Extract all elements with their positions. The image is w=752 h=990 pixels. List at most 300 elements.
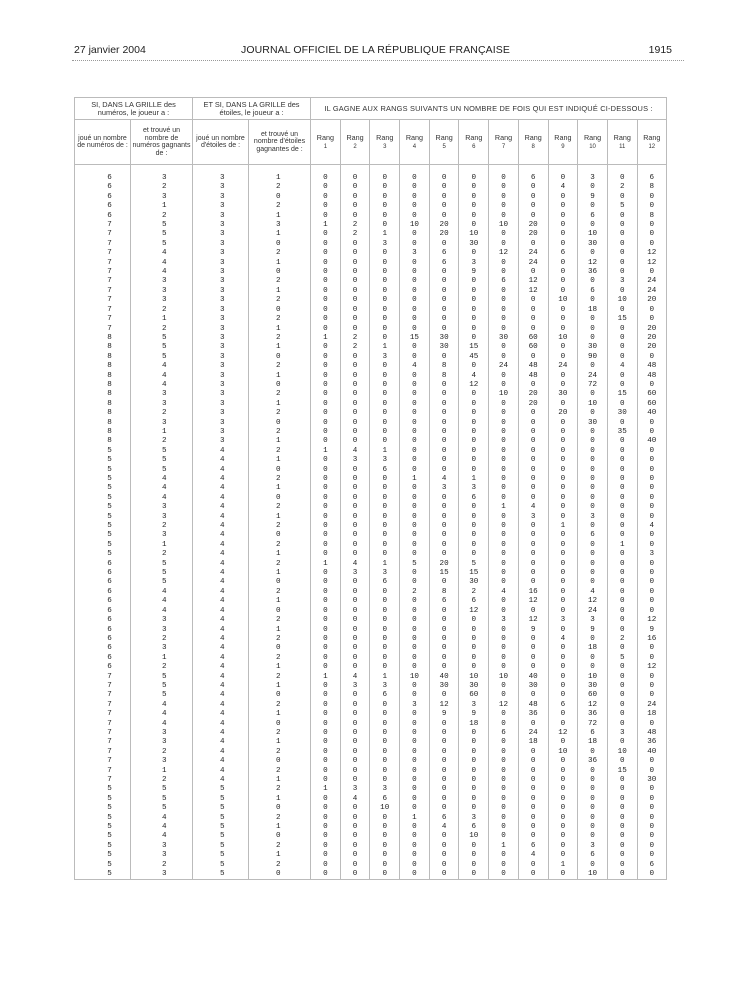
- cell-rang-1: 1: [311, 447, 341, 456]
- cell-rang-8: 0: [518, 381, 548, 390]
- cell-joue-etoiles: 4: [193, 635, 249, 644]
- cell-rang-6: 0: [459, 447, 489, 456]
- cell-joue-etoiles: 5: [193, 814, 249, 823]
- cell-rang-11: 1: [607, 541, 637, 550]
- cell-rang-10: 0: [578, 221, 608, 230]
- cell-rang-8: 16: [518, 588, 548, 597]
- cell-rang-4: 0: [400, 720, 430, 729]
- cell-rang-2: 0: [340, 419, 370, 428]
- cell-joue-etoiles: 3: [193, 325, 249, 334]
- cell-rang-3: 0: [370, 701, 400, 710]
- cell-joue-etoiles: 4: [193, 607, 249, 616]
- cell-rang-6: 18: [459, 720, 489, 729]
- cell-rang-2: 4: [340, 673, 370, 682]
- cell-rang-8: 0: [518, 560, 548, 569]
- cell-rang-8: 0: [518, 795, 548, 804]
- cell-rang-6: 0: [459, 757, 489, 766]
- cell-rang-4: 0: [400, 503, 430, 512]
- cell-rang-7: 12: [489, 249, 519, 258]
- cell-trouve-etoiles: 2: [249, 635, 311, 644]
- cell-joue-numeros: 5: [75, 823, 131, 832]
- cell-joue-numeros: 8: [75, 353, 131, 362]
- cell-rang-11: 15: [607, 315, 637, 324]
- cell-trouve-numeros: 2: [131, 325, 193, 334]
- cell-rang-6: 0: [459, 550, 489, 559]
- cell-rang-7: 0: [489, 757, 519, 766]
- cell-rang-5: 20: [429, 221, 459, 230]
- cell-rang-5: 0: [429, 287, 459, 296]
- rank-header-5: Rang 5: [429, 120, 459, 165]
- cell-joue-numeros: 5: [75, 861, 131, 870]
- cell-rang-4: 0: [400, 372, 430, 381]
- cell-trouve-numeros: 4: [131, 259, 193, 268]
- cell-rang-8: 48: [518, 372, 548, 381]
- cell-joue-numeros: 7: [75, 259, 131, 268]
- cell-rang-6: 0: [459, 870, 489, 880]
- cell-rang-11: 0: [607, 616, 637, 625]
- cell-rang-12: 9: [637, 626, 666, 635]
- cell-rang-2: 2: [340, 230, 370, 239]
- cell-rang-1: 1: [311, 560, 341, 569]
- cell-joue-numeros: 6: [75, 202, 131, 211]
- cell-rang-4: 0: [400, 315, 430, 324]
- cell-joue-numeros: 7: [75, 748, 131, 757]
- cell-rang-12: 0: [637, 607, 666, 616]
- cell-rang-11: 0: [607, 626, 637, 635]
- cell-rang-1: 0: [311, 456, 341, 465]
- cell-joue-numeros: 7: [75, 249, 131, 258]
- cell-joue-etoiles: 4: [193, 569, 249, 578]
- cell-rang-1: 0: [311, 682, 341, 691]
- table-row: [75, 325, 667, 334]
- cell-rang-9: 0: [548, 870, 578, 880]
- cell-rang-2: 2: [340, 334, 370, 343]
- cell-rang-8: 12: [518, 277, 548, 286]
- rank-header-10: Rang 10: [578, 120, 608, 165]
- table-row: [75, 494, 667, 503]
- cell-trouve-etoiles: 0: [249, 804, 311, 813]
- cell-rang-5: 0: [429, 315, 459, 324]
- cell-rang-11: 3: [607, 729, 637, 738]
- cell-joue-etoiles: 3: [193, 202, 249, 211]
- cell-rang-4: 0: [400, 550, 430, 559]
- cell-rang-5: 4: [429, 475, 459, 484]
- cell-trouve-numeros: 2: [131, 776, 193, 785]
- cell-trouve-numeros: 4: [131, 494, 193, 503]
- cell-rang-12: 0: [637, 842, 666, 851]
- cell-rang-8: 0: [518, 635, 548, 644]
- table-row: [75, 578, 667, 587]
- cell-rang-10: 0: [578, 569, 608, 578]
- cell-rang-3: 0: [370, 362, 400, 371]
- table-row: [75, 832, 667, 841]
- cell-rang-6: 2: [459, 588, 489, 597]
- cell-trouve-numeros: 2: [131, 663, 193, 672]
- cell-rang-7: 0: [489, 353, 519, 362]
- table-row: [75, 616, 667, 625]
- cell-rang-6: 12: [459, 381, 489, 390]
- cell-rang-12: 0: [637, 757, 666, 766]
- cell-rang-2: 0: [340, 861, 370, 870]
- cell-trouve-numeros: 3: [131, 193, 193, 202]
- cell-rang-4: 3: [400, 249, 430, 258]
- table-row: [75, 607, 667, 616]
- cell-joue-numeros: 5: [75, 832, 131, 841]
- cell-rang-9: 0: [548, 343, 578, 352]
- cell-rang-5: 0: [429, 635, 459, 644]
- cell-trouve-etoiles: 0: [249, 578, 311, 587]
- table-row: [75, 522, 667, 531]
- cell-trouve-numeros: 4: [131, 701, 193, 710]
- table-row: [75, 221, 667, 230]
- cell-trouve-etoiles: 1: [249, 513, 311, 522]
- cell-trouve-etoiles: 2: [249, 503, 311, 512]
- cell-rang-7: 0: [489, 804, 519, 813]
- cell-rang-12: 8: [637, 212, 666, 221]
- cell-rang-2: 0: [340, 550, 370, 559]
- cell-trouve-numeros: 4: [131, 832, 193, 841]
- cell-joue-numeros: 5: [75, 785, 131, 794]
- cell-trouve-etoiles: 2: [249, 654, 311, 663]
- cell-rang-8: 12: [518, 616, 548, 625]
- cell-joue-etoiles: 3: [193, 362, 249, 371]
- cell-joue-numeros: 7: [75, 325, 131, 334]
- cell-rang-8: 0: [518, 785, 548, 794]
- cell-rang-3: 1: [370, 343, 400, 352]
- cell-rang-5: 0: [429, 353, 459, 362]
- cell-rang-7: 6: [489, 277, 519, 286]
- cell-rang-5: 20: [429, 560, 459, 569]
- cell-rang-4: 0: [400, 541, 430, 550]
- cell-rang-9: 0: [548, 738, 578, 747]
- cell-trouve-numeros: 5: [131, 795, 193, 804]
- cell-rang-8: 0: [518, 353, 548, 362]
- cell-rang-11: 0: [607, 212, 637, 221]
- cell-rang-11: 0: [607, 531, 637, 540]
- cell-rang-2: 0: [340, 748, 370, 757]
- table-row: [75, 654, 667, 663]
- cell-rang-3: 0: [370, 165, 400, 184]
- cell-rang-1: 0: [311, 569, 341, 578]
- cell-rang-3: 0: [370, 306, 400, 315]
- cell-joue-numeros: 5: [75, 484, 131, 493]
- cell-rang-1: 0: [311, 428, 341, 437]
- cell-rang-10: 90: [578, 353, 608, 362]
- cell-rang-6: 0: [459, 390, 489, 399]
- cell-rang-6: 10: [459, 832, 489, 841]
- cell-rang-4: 4: [400, 362, 430, 371]
- cell-rang-12: 12: [637, 616, 666, 625]
- cell-rang-5: 0: [429, 738, 459, 747]
- cell-rang-6: 0: [459, 513, 489, 522]
- cell-rang-10: 12: [578, 597, 608, 606]
- cell-rang-11: 0: [607, 569, 637, 578]
- cell-rang-8: 12: [518, 597, 548, 606]
- cell-rang-1: 0: [311, 626, 341, 635]
- cell-rang-4: 0: [400, 183, 430, 192]
- cell-joue-numeros: 5: [75, 842, 131, 851]
- cell-rang-11: 10: [607, 296, 637, 305]
- cell-rang-4: 0: [400, 447, 430, 456]
- cell-rang-5: 0: [429, 804, 459, 813]
- cell-rang-11: 0: [607, 701, 637, 710]
- cell-rang-6: 0: [459, 193, 489, 202]
- cell-rang-8: 0: [518, 663, 548, 672]
- cell-rang-9: 0: [548, 513, 578, 522]
- cell-rang-4: 0: [400, 870, 430, 880]
- cell-rang-4: 0: [400, 437, 430, 446]
- cell-trouve-numeros: 3: [131, 644, 193, 653]
- cell-rang-6: 60: [459, 691, 489, 700]
- cell-rang-1: 0: [311, 663, 341, 672]
- cell-rang-11: 0: [607, 814, 637, 823]
- cell-rang-11: 0: [607, 673, 637, 682]
- cell-rang-6: 0: [459, 851, 489, 860]
- cell-rang-2: 0: [340, 315, 370, 324]
- cell-rang-9: 0: [548, 484, 578, 493]
- cell-rang-9: 0: [548, 673, 578, 682]
- cell-trouve-numeros: 3: [131, 851, 193, 860]
- cell-rang-9: 0: [548, 710, 578, 719]
- cell-trouve-numeros: 1: [131, 315, 193, 324]
- cell-joue-numeros: 7: [75, 306, 131, 315]
- cell-rang-12: 0: [637, 484, 666, 493]
- cell-rang-8: 0: [518, 541, 548, 550]
- cell-rang-2: 0: [340, 738, 370, 747]
- cell-trouve-etoiles: 0: [249, 419, 311, 428]
- cell-trouve-numeros: 1: [131, 767, 193, 776]
- cell-rang-7: 0: [489, 484, 519, 493]
- cell-rang-7: 0: [489, 315, 519, 324]
- cell-trouve-numeros: 3: [131, 738, 193, 747]
- cell-rang-1: 0: [311, 419, 341, 428]
- cell-rang-4: 0: [400, 240, 430, 249]
- cell-rang-2: 2: [340, 343, 370, 352]
- cell-rang-8: 0: [518, 268, 548, 277]
- cell-joue-etoiles: 4: [193, 531, 249, 540]
- table-row: [75, 861, 667, 870]
- cell-rang-3: 0: [370, 202, 400, 211]
- cell-rang-1: 0: [311, 296, 341, 305]
- cell-joue-numeros: 7: [75, 738, 131, 747]
- cell-rang-11: 0: [607, 738, 637, 747]
- cell-joue-numeros: 5: [75, 503, 131, 512]
- cell-rang-11: 0: [607, 851, 637, 860]
- table-row: [75, 259, 667, 268]
- sub-trouve-etoiles: et trouvé un nombre d'étoiles gagnantes de :: [249, 120, 311, 165]
- cell-rang-10: 18: [578, 738, 608, 747]
- cell-joue-numeros: 6: [75, 183, 131, 192]
- cell-rang-5: 0: [429, 522, 459, 531]
- rank-header-4: Rang 4: [400, 120, 430, 165]
- cell-rang-5: 0: [429, 757, 459, 766]
- cell-rang-7: 0: [489, 259, 519, 268]
- cell-rang-9: 0: [548, 437, 578, 446]
- cell-rang-10: 12: [578, 259, 608, 268]
- cell-rang-9: 0: [548, 541, 578, 550]
- table-row: [75, 644, 667, 653]
- cell-rang-2: 0: [340, 400, 370, 409]
- cell-trouve-etoiles: 2: [249, 842, 311, 851]
- cell-joue-etoiles: 5: [193, 795, 249, 804]
- cell-rang-3: 0: [370, 776, 400, 785]
- cell-joue-etoiles: 4: [193, 767, 249, 776]
- cell-rang-12: 0: [637, 823, 666, 832]
- cell-rang-3: 0: [370, 748, 400, 757]
- cell-rang-2: 0: [340, 381, 370, 390]
- cell-rang-9: 0: [548, 588, 578, 597]
- cell-rang-9: 0: [548, 212, 578, 221]
- cell-rang-3: 0: [370, 767, 400, 776]
- cell-rang-7: 0: [489, 738, 519, 747]
- cell-joue-etoiles: 3: [193, 334, 249, 343]
- cell-rang-8: 0: [518, 870, 548, 880]
- cell-joue-etoiles: 5: [193, 851, 249, 860]
- cell-joue-etoiles: 4: [193, 541, 249, 550]
- cell-rang-6: 45: [459, 353, 489, 362]
- cell-joue-etoiles: 4: [193, 560, 249, 569]
- cell-rang-10: 0: [578, 202, 608, 211]
- cell-rang-7: 0: [489, 372, 519, 381]
- cell-rang-12: 0: [637, 832, 666, 841]
- cell-rang-6: 0: [459, 315, 489, 324]
- cell-rang-4: 0: [400, 682, 430, 691]
- table-row: [75, 249, 667, 258]
- cell-joue-etoiles: 5: [193, 870, 249, 880]
- cell-joue-numeros: 5: [75, 513, 131, 522]
- cell-rang-3: 0: [370, 268, 400, 277]
- cell-rang-4: 1: [400, 814, 430, 823]
- cell-rang-4: 0: [400, 494, 430, 503]
- cell-rang-11: 0: [607, 334, 637, 343]
- cell-joue-numeros: 8: [75, 419, 131, 428]
- cell-rang-3: 0: [370, 494, 400, 503]
- cell-rang-2: 0: [340, 409, 370, 418]
- cell-rang-5: 4: [429, 823, 459, 832]
- rank-header-6: Rang 6: [459, 120, 489, 165]
- cell-rang-9: 0: [548, 654, 578, 663]
- cell-joue-numeros: 6: [75, 588, 131, 597]
- cell-rang-12: 0: [637, 531, 666, 540]
- cell-rang-10: 0: [578, 861, 608, 870]
- cell-rang-10: 10: [578, 673, 608, 682]
- cell-rang-2: 0: [340, 607, 370, 616]
- cell-trouve-numeros: 4: [131, 823, 193, 832]
- cell-rang-7: 0: [489, 870, 519, 880]
- cell-rang-5: 0: [429, 663, 459, 672]
- cell-joue-etoiles: 4: [193, 494, 249, 503]
- cell-rang-8: 48: [518, 701, 548, 710]
- cell-joue-etoiles: 4: [193, 588, 249, 597]
- cell-rang-11: 0: [607, 842, 637, 851]
- cell-rang-9: 20: [548, 409, 578, 418]
- cell-rang-1: 0: [311, 795, 341, 804]
- cell-trouve-numeros: 5: [131, 353, 193, 362]
- cell-rang-7: 4: [489, 588, 519, 597]
- cell-rang-1: 0: [311, 607, 341, 616]
- cell-rang-3: 1: [370, 447, 400, 456]
- cell-rang-2: 0: [340, 701, 370, 710]
- cell-trouve-numeros: 3: [131, 616, 193, 625]
- cell-rang-2: 0: [340, 165, 370, 184]
- cell-trouve-numeros: 4: [131, 607, 193, 616]
- cell-rang-8: 0: [518, 212, 548, 221]
- cell-trouve-numeros: 4: [131, 475, 193, 484]
- cell-rang-3: 6: [370, 795, 400, 804]
- cell-rang-10: 30: [578, 240, 608, 249]
- cell-rang-3: 0: [370, 484, 400, 493]
- cell-rang-6: 0: [459, 466, 489, 475]
- cell-trouve-numeros: 5: [131, 804, 193, 813]
- cell-trouve-etoiles: 1: [249, 682, 311, 691]
- cell-rang-7: 0: [489, 635, 519, 644]
- cell-rang-1: 0: [311, 475, 341, 484]
- cell-rang-2: 0: [340, 691, 370, 700]
- cell-rang-5: 0: [429, 870, 459, 880]
- cell-joue-etoiles: 3: [193, 372, 249, 381]
- cell-rang-6: 15: [459, 569, 489, 578]
- cell-rang-7: 0: [489, 409, 519, 418]
- cell-rang-3: 0: [370, 832, 400, 841]
- cell-rang-3: 0: [370, 400, 400, 409]
- cell-rang-11: 0: [607, 343, 637, 352]
- cell-rang-4: 0: [400, 607, 430, 616]
- cell-rang-12: 20: [637, 296, 666, 305]
- cell-rang-4: 0: [400, 861, 430, 870]
- cell-rang-4: 0: [400, 381, 430, 390]
- cell-trouve-etoiles: 2: [249, 748, 311, 757]
- cell-rang-12: 24: [637, 701, 666, 710]
- cell-rang-2: 0: [340, 437, 370, 446]
- cell-rang-4: 0: [400, 259, 430, 268]
- cell-rang-1: 0: [311, 861, 341, 870]
- cell-joue-numeros: 5: [75, 804, 131, 813]
- cell-rang-7: 0: [489, 343, 519, 352]
- cell-rang-7: 24: [489, 362, 519, 371]
- cell-rang-4: 0: [400, 710, 430, 719]
- cell-rang-6: 0: [459, 306, 489, 315]
- cell-trouve-numeros: 2: [131, 550, 193, 559]
- cell-trouve-numeros: 4: [131, 268, 193, 277]
- cell-rang-9: 0: [548, 560, 578, 569]
- cell-rang-8: 0: [518, 240, 548, 249]
- cell-rang-12: 0: [637, 785, 666, 794]
- cell-trouve-numeros: 5: [131, 334, 193, 343]
- cell-rang-5: 0: [429, 381, 459, 390]
- table-row: [75, 738, 667, 747]
- table-row: [75, 409, 667, 418]
- cell-rang-6: 0: [459, 729, 489, 738]
- cell-rang-3: 0: [370, 626, 400, 635]
- table-row: [75, 372, 667, 381]
- cell-rang-7: 0: [489, 494, 519, 503]
- cell-trouve-etoiles: 1: [249, 400, 311, 409]
- gains-table-body: [75, 165, 667, 880]
- cell-rang-1: 0: [311, 738, 341, 747]
- cell-joue-etoiles: 3: [193, 437, 249, 446]
- cell-trouve-etoiles: 0: [249, 720, 311, 729]
- cell-trouve-etoiles: 2: [249, 701, 311, 710]
- cell-rang-1: 0: [311, 729, 341, 738]
- cell-rang-1: 1: [311, 221, 341, 230]
- cell-rang-12: 0: [637, 513, 666, 522]
- cell-rang-11: 0: [607, 419, 637, 428]
- cell-rang-12: 0: [637, 447, 666, 456]
- cell-rang-8: 0: [518, 823, 548, 832]
- cell-rang-2: 0: [340, 842, 370, 851]
- cell-rang-8: 0: [518, 550, 548, 559]
- cell-trouve-etoiles: 0: [249, 607, 311, 616]
